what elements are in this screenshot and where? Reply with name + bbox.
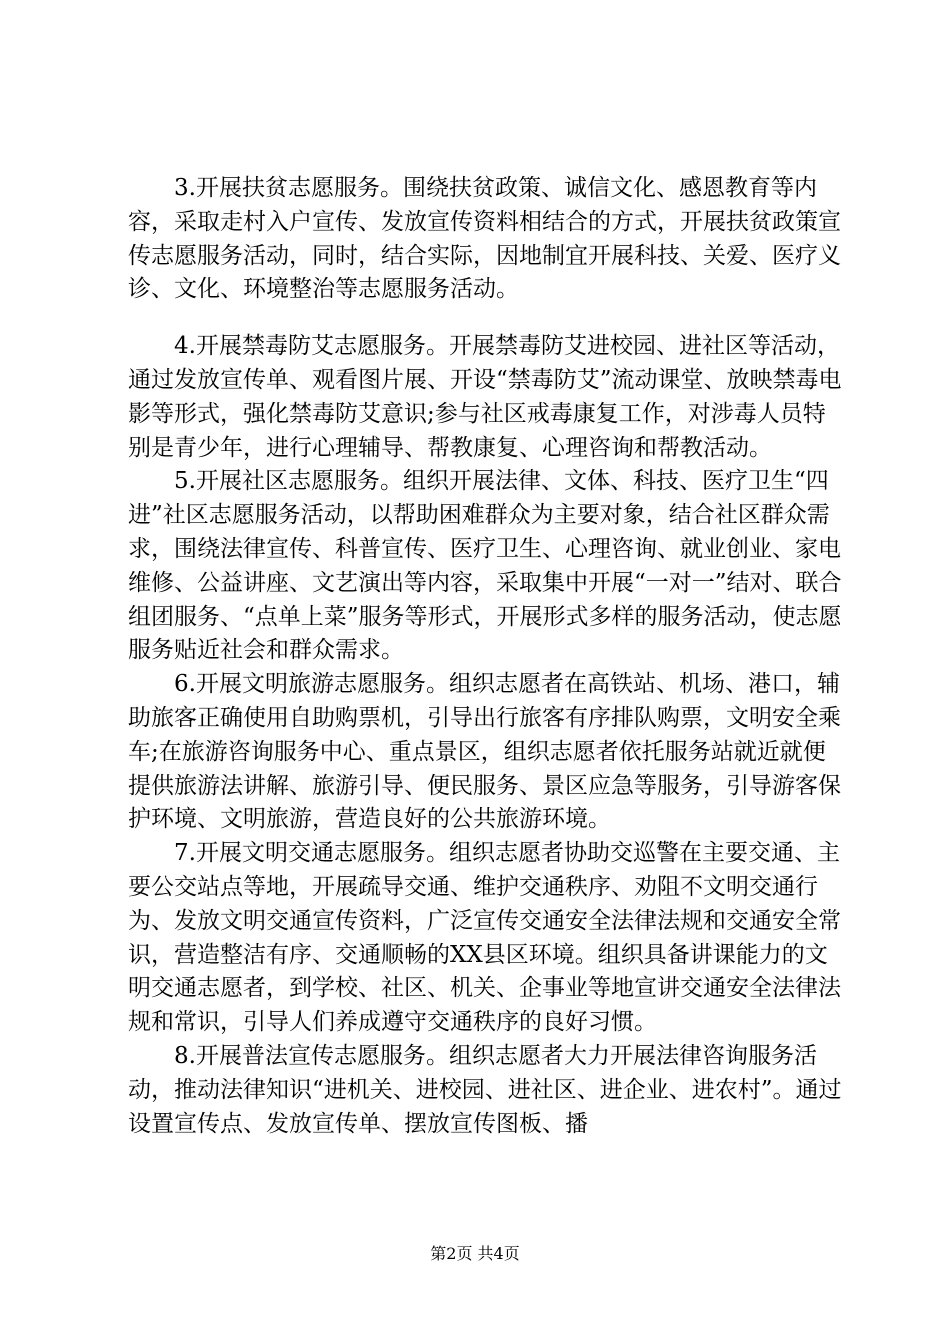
paragraph-legal-publicity: 8.开展普法宣传志愿服务。组织志愿者大力开展法律咨询服务活动，推动法律知识“进机关、进校园、进社区、进企业、进农村”。通过设置宣传点、发放宣传单、摆放宣传图板、播 — [128, 1042, 842, 1137]
paragraph-civilized-tourism: 6.开展文明旅游志愿服务。组织志愿者在高铁站、机场、港口，辅助旅客正确使用自助购票机，引导出行旅客有序排队购票，文明安全乘车;在旅游咨询服务中心、重点景区，组织志愿者依托服务站就近就便提供旅游法讲解、旅游引导、便民服务、景区应急等服务，引导游客保护环境、文明旅游，营造良好的公共旅游环境。 — [128, 671, 841, 833]
paragraph-civilized-traffic: 7.开展文明交通志愿服务。组织志愿者协助交巡警在主要交通、主要公交站点等地，开展疏导交通、维护交通秩序、劝阻不文明交通行为、发放文明交通宣传资料，广泛宣传交通安全法律法规和交通安全常识，营造整洁有序、交通顺畅的XX县区环境。组织具备讲课能力的文明交通志愿者，到学校、社区、机关、企事业等地宣讲交通安全法律法规和常识，引导人们养成遵守交通秩序的良好习惯。 — [128, 840, 841, 1036]
paragraph-community-service: 5.开展社区志愿服务。组织开展法律、文体、科技、医疗卫生“四进”社区志愿服务活动，以帮助困难群众为主要对象，结合社区群众需求，围绕法律宣传、科普宣传、医疗卫生、心理咨询、就业创业、家电维修、公益讲座、文艺演出等内容，采取集中开展“一对一”结对、联合组团服务、“点单上菜”服务等形式，开展形式多样的服务活动，使志愿服务贴近社会和群众需求。 — [128, 468, 842, 664]
page-footer — [0, 1244, 950, 1264]
page-number-label: 第2页 共4页 — [430, 1244, 520, 1263]
paragraph-drug-aids-prevention: 4.开展禁毒防艾志愿服务。开展禁毒防艾进校园、进社区等活动，通过发放宣传单、观看图片展、开设“禁毒防艾”流动课堂、放映禁毒电影等形式，强化禁毒防艾意识;参与社区戒毒康复工作，对涉毒人员特别是青少年，进行心理辅导、帮教康复、心理咨询和帮教活动。 — [128, 333, 842, 461]
document-body — [128, 172, 842, 1141]
paragraph-poverty-alleviation: 3.开展扶贫志愿服务。围绕扶贫政策、诚信文化、感恩教育等内容，采取走村入户宣传、发放宣传资料相结合的方式，开展扶贫政策宣传志愿服务活动，同时，结合实际，因地制宜开展科技、关爱、医疗义诊、文化、环境整治等志愿服务活动。 — [128, 175, 841, 303]
